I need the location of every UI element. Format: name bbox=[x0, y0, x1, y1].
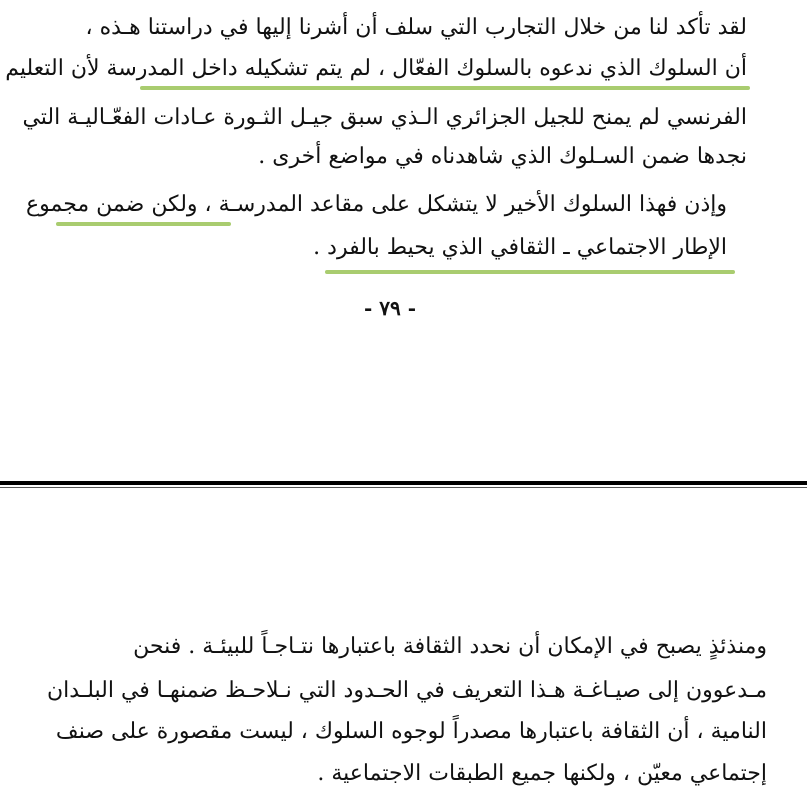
bottom-line-2: مـدعوون إلى صيـاغـة هـذا التعريف في الحـدود التي نـلاحـظ ضمنهـا في البلـدان bbox=[46, 678, 767, 703]
top-line-3: الفرنسي لم يمنح للجيل الجزائري الـذي سبق جيـل الثـورة عـادات الفعّـاليـة التي bbox=[22, 105, 747, 130]
highlight-underline bbox=[325, 270, 735, 274]
top-line-6: الإطار الاجتماعي ـ الثقافي الذي يحيط بالفرد . bbox=[313, 235, 727, 260]
page-divider-thin bbox=[0, 487, 807, 488]
bottom-line-1: ومنذئذٍ يصبح في الإمكان أن نحدد الثقافة باعتبارها نتـاجـاً للبيئـة . فنحن bbox=[133, 634, 767, 659]
bottom-line-4: إجتماعي معيّن ، ولكنها جميع الطبقات الاجتماعية . bbox=[317, 761, 767, 786]
highlight-underline bbox=[56, 222, 231, 226]
top-line-2: أن السلوك الذي ندعوه بالسلوك الفعّال ، لم يتم تشكيله داخل المدرسة لأن التعليم bbox=[5, 56, 747, 81]
highlight-underline bbox=[140, 86, 750, 90]
page-number: - ٧٩ - bbox=[363, 296, 416, 320]
top-line-5: وإذن فهذا السلوك الأخير لا يتشكل على مقاعد المدرسـة ، ولكن ضمن مجموع bbox=[25, 192, 727, 217]
bottom-line-3: النامية ، أن الثقافة باعتبارها مصدراً لوجوه السلوك ، ليست مقصورة على صنف bbox=[55, 719, 767, 744]
top-line-1: لقد تأكد لنا من خلال التجارب التي سلف أن أشرنا إليها في دراستنا هـذه ، bbox=[85, 15, 747, 40]
top-line-4: نجدها ضمن السـلوك الذي شاهدناه في مواضع أخرى . bbox=[258, 144, 747, 169]
page-divider bbox=[0, 481, 807, 485]
